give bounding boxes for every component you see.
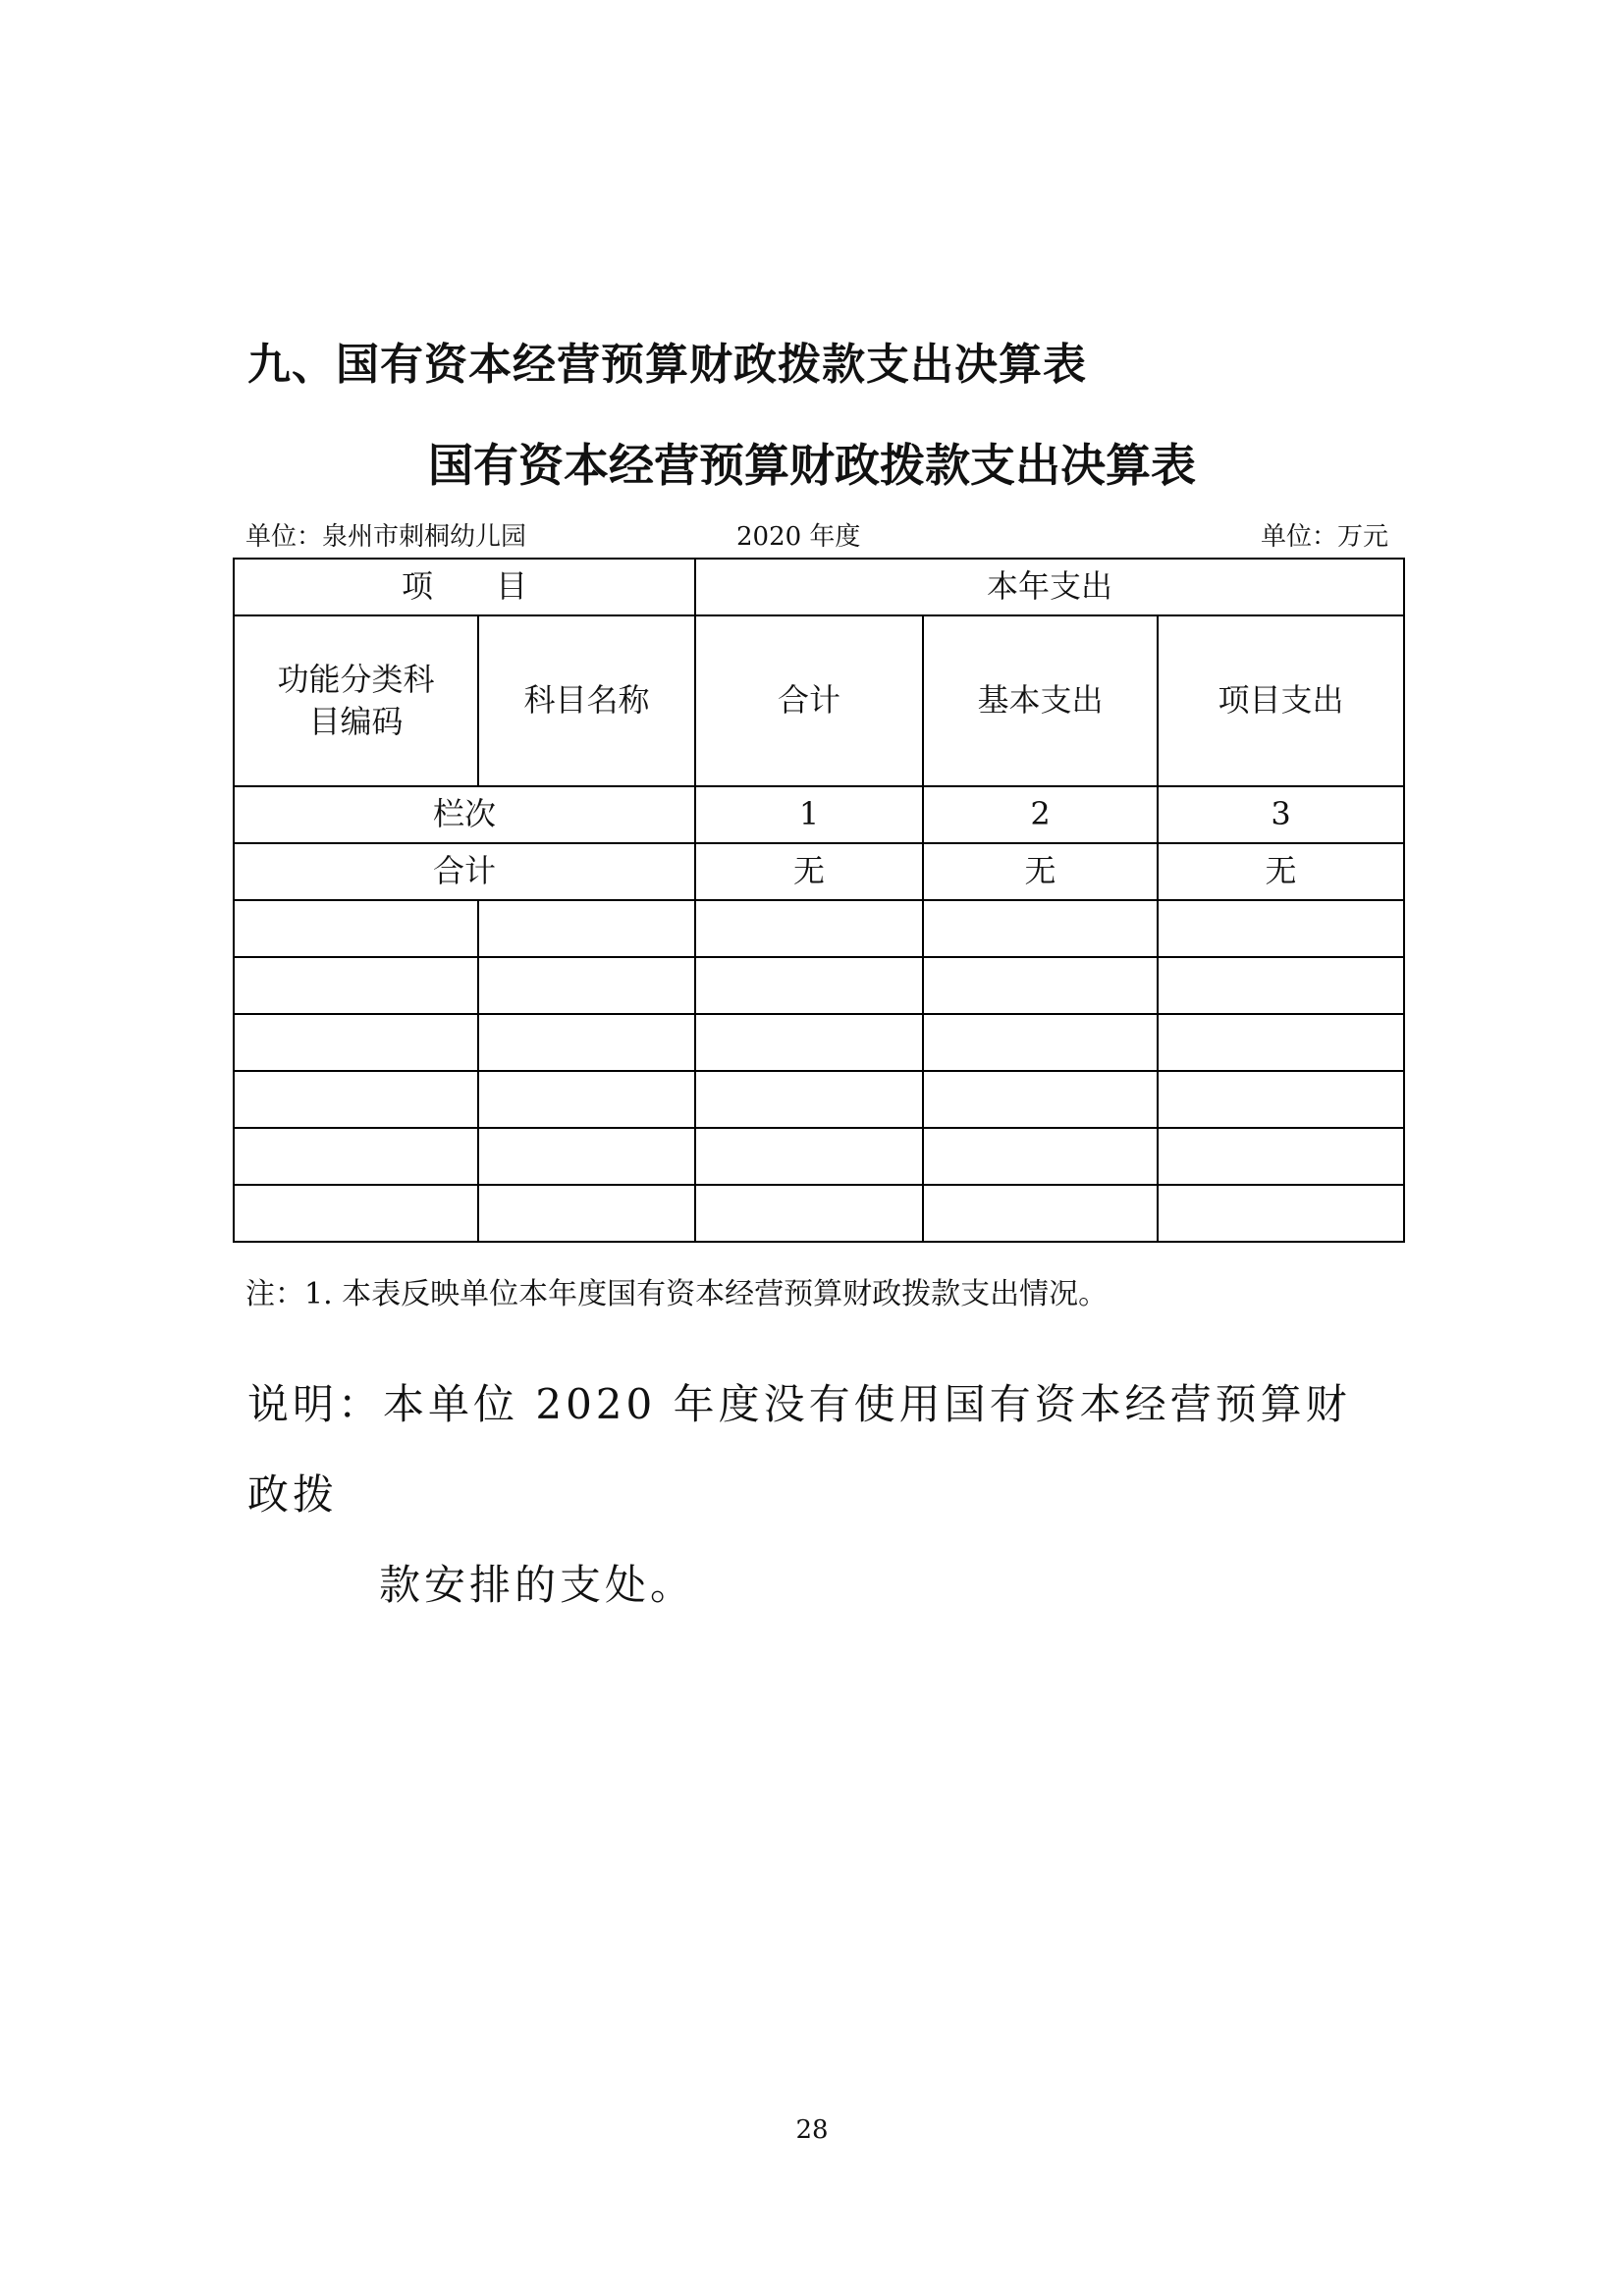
index-cell: 3 bbox=[1158, 786, 1404, 843]
table-note: 注：1. 本表反映单位本年度国有资本经营预算财政拨款支出情况。 bbox=[245, 1277, 1109, 1311]
header-row-2 bbox=[234, 615, 1404, 786]
col-basic-header: 基本支出 bbox=[923, 615, 1158, 786]
total-label: 合计 bbox=[234, 843, 695, 900]
col-total-header: 合计 bbox=[695, 615, 923, 786]
section-heading: 九、国有资本经营预算财政拨款支出决算表 bbox=[247, 340, 1087, 390]
col-code-header bbox=[234, 615, 478, 786]
col-project-header: 项目支出 bbox=[1158, 615, 1404, 786]
total-cell: 无 bbox=[1158, 843, 1404, 900]
empty-row bbox=[234, 1185, 1404, 1242]
header-expense-cell: 本年支出 bbox=[695, 559, 1404, 615]
empty-row bbox=[234, 1014, 1404, 1071]
index-label: 栏次 bbox=[234, 786, 695, 843]
explanation-line-1: 说明：本单位 2020 年度没有使用国有资本经营预算财政拨 bbox=[247, 1380, 1351, 1519]
index-cell: 1 bbox=[695, 786, 923, 843]
total-cell: 无 bbox=[695, 843, 923, 900]
empty-row bbox=[234, 957, 1404, 1014]
table-title: 国有资本经营预算财政拨款支出决算表 bbox=[428, 439, 1196, 492]
index-cell: 2 bbox=[923, 786, 1158, 843]
expenditure-table bbox=[233, 558, 1405, 1243]
fiscal-year: 2020 年度 bbox=[736, 522, 861, 552]
empty-row bbox=[234, 1071, 1404, 1128]
explanation-line-2: 款安排的支处。 bbox=[379, 1561, 696, 1609]
header-item-cell: 项 目 bbox=[234, 559, 695, 615]
col-code-label: 功能分类科目编码 bbox=[277, 660, 435, 740]
explanation bbox=[247, 1360, 1377, 1630]
header-row-1 bbox=[234, 559, 1404, 615]
empty-row bbox=[234, 900, 1404, 957]
unit-name: 单位：泉州市刺桐幼儿园 bbox=[245, 522, 527, 552]
page-number: 28 bbox=[795, 2115, 829, 2145]
index-row bbox=[234, 786, 1404, 843]
empty-row bbox=[234, 1128, 1404, 1185]
total-row bbox=[234, 843, 1404, 900]
unit-measure: 单位：万元 bbox=[1260, 522, 1388, 552]
total-cell: 无 bbox=[923, 843, 1158, 900]
col-name-header: 科目名称 bbox=[478, 615, 695, 786]
